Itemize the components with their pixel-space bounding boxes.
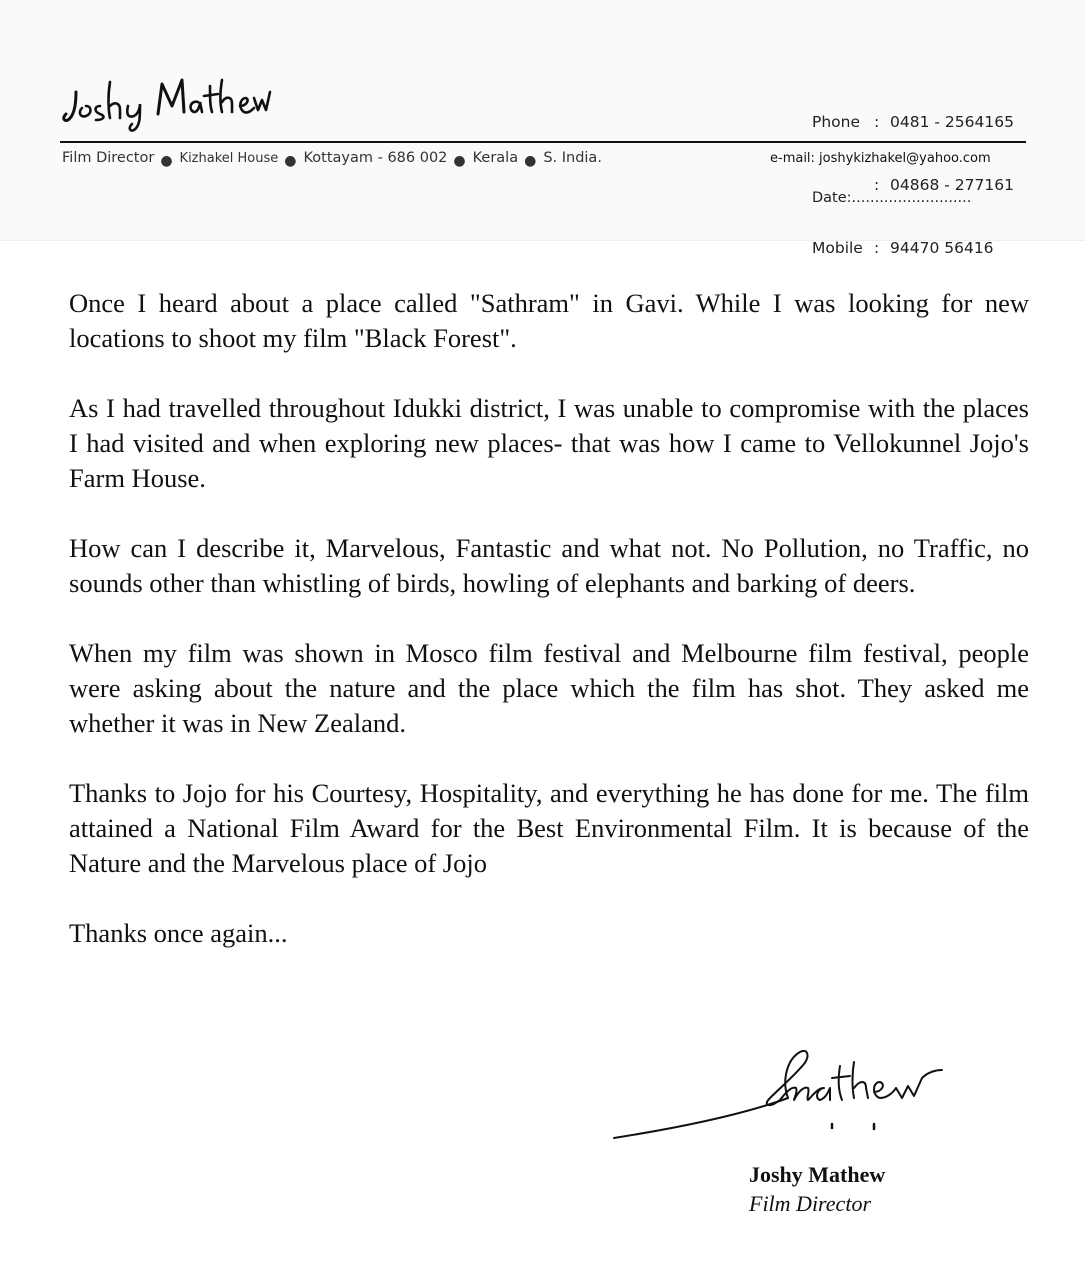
bullet-icon: ● [284,153,297,169]
paragraph-4: When my film was shown in Mosco film festival and Melbourne film festival, people were asking about the nature and the place which the film has shot. They asked me whether it was in New Zealand. [69,638,1029,738]
handwritten-name-logo [62,62,272,132]
colon-separator: : [874,113,880,131]
paragraph-1: Once I heard about a place called "Sathram" in Gavi. While I was looking for new locations to shoot my film "Black Forest". [69,288,1029,353]
address-country: S. India. [543,150,602,166]
handwritten-signature [610,1042,950,1142]
address-state: Kerala [472,150,519,166]
address-line [62,150,602,169]
paragraph-3: How can I describe it, Marvelous, Fantastic and what not. No Pollution, no Traffic, no sounds other than whistling of birds, howling of elephants and barking of deers. [69,533,1029,598]
phone-number-2: 04868 - 277161 [890,176,1014,194]
paragraph-5: Thanks to Jojo for his Courtesy, Hospitality, and everything he has done for me. The film attained a National Film Award for the Best Environmental Film. It is because of the Nature and the Marvelous place of Jojo [69,778,1029,878]
contact-block [812,70,1014,301]
letter-body [69,286,1029,986]
phone-row [812,112,1014,133]
phone-number: 0481 - 2564165 [890,113,1014,131]
date-field: Date:.......................... [812,190,972,206]
letterhead [0,0,1085,257]
mobile-number: 94470 56416 [890,239,994,257]
phone-label: Phone [812,113,861,131]
address-house: Kizhakel House [179,151,279,166]
closing-line: Thanks once again... [69,918,288,948]
signer-name: Joshy Mathew [749,1162,886,1187]
address-role: Film Director [62,150,155,166]
mobile-label: Mobile [812,239,863,257]
paragraph-2: As I had travelled throughout Idukki district, I was unable to compromise with the places I had visited and when exploring new places- that was how I came to Vellokunnel Jojo's Farm House. [69,393,1029,493]
bullet-icon: ● [453,153,466,169]
bullet-icon: ● [160,153,173,169]
colon-separator: : [874,176,880,194]
colon-separator: : [874,239,880,257]
address-city: Kottayam - 686 002 [303,150,448,166]
bullet-icon: ● [524,153,537,169]
header-divider [60,141,1026,143]
email-address: e-mail: joshykizhakel@yahoo.com [770,151,991,166]
mobile-row [812,238,1014,259]
signer-title: Film Director [749,1191,871,1216]
